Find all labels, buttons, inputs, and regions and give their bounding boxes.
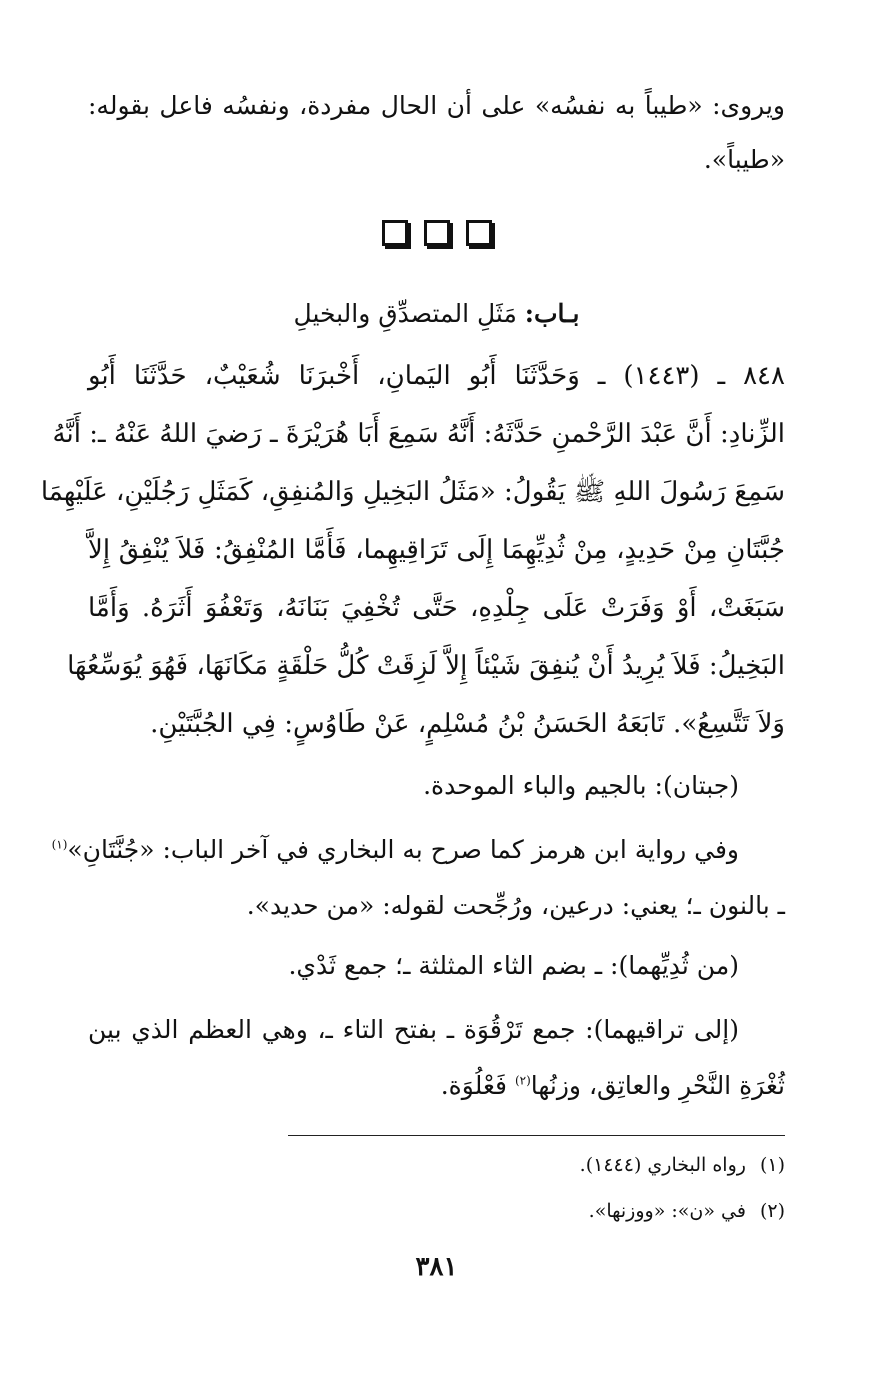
hadith-line: جُبَّتَانِ مِنْ حَدِيدٍ، مِنْ ثُدِيِّهِمَا إِلَى تَرَاقِيهِما، فَأَمَّا المُنْفِقُ: فَلاَ يُنْفِقُ إِلاَّ bbox=[88, 535, 785, 565]
footnote-number: (٢) bbox=[759, 1200, 785, 1222]
separator-square-icon bbox=[382, 220, 408, 246]
footnote-ref[interactable]: (١) bbox=[51, 837, 68, 852]
chapter-heading bbox=[88, 294, 785, 334]
note-jubbatan: (جبتان): بالجيم والباء الموحدة. bbox=[423, 771, 739, 800]
page-number: ٣٨١ bbox=[415, 1252, 458, 1282]
intro-line-2: «طيباً». bbox=[703, 145, 785, 174]
footnote-1 bbox=[88, 1150, 785, 1180]
hadith-line: سَمِعَ رَسُولَ اللهِ ﷺ يَقُولُ: «مَثَلُ البَخِيلِ وَالمُنفِقِ، كَمَثَلِ رَجُلَيْنِ، عَلَيْهِمَا bbox=[40, 477, 785, 507]
hadith-line: ٨٤٨ ـ (١٤٤٣) ـ وَحَدَّثَنَا أَبُو اليَمانِ، أَخْبرَنَا شُعَيْبٌ، حَدَّثَنَا أَبُو bbox=[88, 361, 785, 391]
footnote-ref[interactable]: (٢) bbox=[514, 1073, 531, 1088]
separator-square-icon bbox=[466, 220, 492, 246]
note-thudiyy: (من ثُدِيِّهما): ـ بضم الثاء المثلثة ـ؛ جمع ثَدْي. bbox=[288, 951, 739, 980]
hadith-line: سَبَغَتْ، أَوْ وَفَرَتْ عَلَى جِلْدِهِ، حَتَّى تُخْفِيَ بَنَانَهُ، وَتَعْفُوَ أَثَرَهُ. وَأَمَّا bbox=[88, 593, 785, 623]
note-taraqi-line-2: ثُغْرَةِ النَّحْرِ والعاتِق، وزنُها$^{(٢)}$ فَعْلُوَة. bbox=[440, 1071, 785, 1100]
section-separator bbox=[88, 220, 785, 246]
footnote-text: رواه البخاري (١٤٤٤). bbox=[579, 1154, 746, 1176]
note-hurmuz-line-1: وفي رواية ابن هرمز كما صرح به البخاري في آخر الباب: «جُنَّتَانِ»$^{(١)}$ bbox=[51, 835, 739, 864]
book-page bbox=[40, 0, 785, 1381]
chapter-label: بـاب: bbox=[524, 299, 580, 328]
hadith-line: الزِّنادِ: أَنَّ عَبْدَ الرَّحْمنِ حَدَّثَهُ: أَنَّهُ سَمِعَ أَبَا هُرَيْرَةَ ـ رَضيَ اللهُ عَنْهُ ـ: أَنَّهُ bbox=[52, 419, 785, 449]
hadith-line: البَخِيلُ: فَلاَ يُرِيدُ أَنْ يُنفِقَ شَيْئاً إِلاَّ لَزِقَتْ كُلُّ حَلْقَةٍ مَكَانَهَا، فَهُوَ يُوَسِّعُهَا bbox=[67, 651, 785, 681]
intro-line-1: ويروى: «طيباً به نفسُه» على أن الحال مفردة، ونفسُه فاعل بقوله: bbox=[88, 91, 785, 120]
footnote-number: (١) bbox=[759, 1154, 785, 1176]
footnote-divider bbox=[288, 1135, 785, 1136]
note-hurmuz-line-2: ـ بالنون ـ؛ يعني: درعين، ورُجِّحت لقوله: «من حديد». bbox=[246, 891, 785, 920]
separator-square-icon bbox=[424, 220, 450, 246]
chapter-title: مَثَلِ المتصدِّقِ والبخيلِ bbox=[293, 299, 517, 328]
footnote-2 bbox=[88, 1196, 785, 1226]
hadith-line: وَلاَ تَتَّسِعُ». تَابَعَهُ الحَسَنُ بْنُ مُسْلِمٍ، عَنْ طَاوُسٍ: فِي الجُبَّتَيْنِ. bbox=[150, 709, 785, 739]
note-taraqi-line-1: (إلى تراقيهما): جمع تَرْقُوَة ـ بفتح التاء ـ، وهي العظم الذي بين bbox=[88, 1015, 739, 1044]
footnote-text: في «ن»: «ووزنها». bbox=[588, 1200, 746, 1222]
